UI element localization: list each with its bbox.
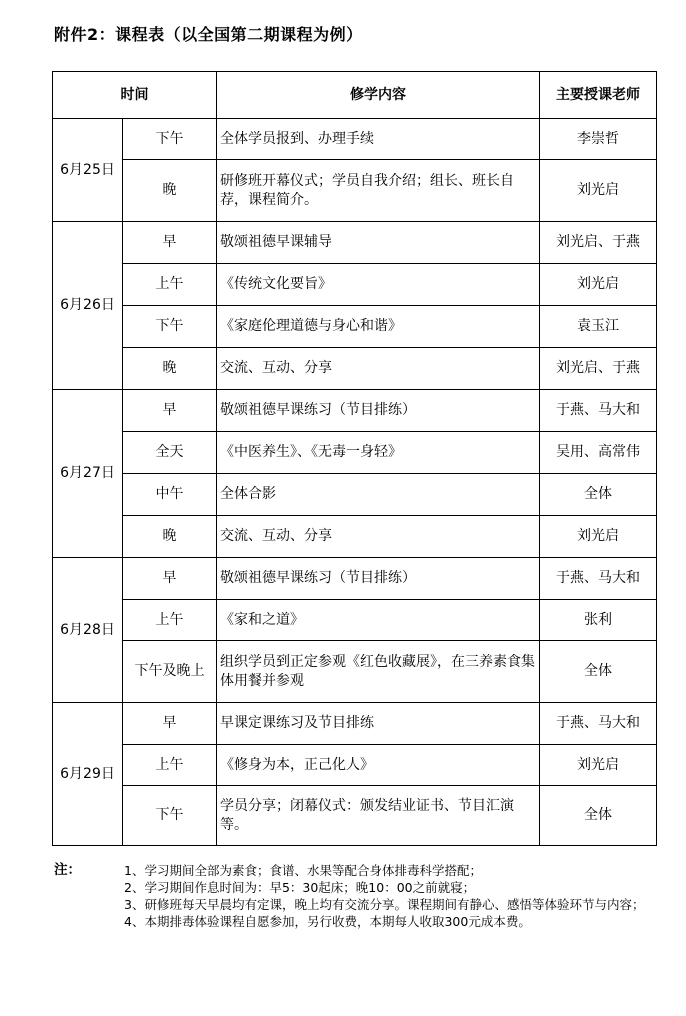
date-cell: 6月27日 bbox=[53, 390, 123, 558]
content-cell: 全体合影 bbox=[217, 474, 540, 516]
content-cell: 敬颂祖德早课辅导 bbox=[217, 222, 540, 264]
schedule-table bbox=[52, 71, 657, 846]
period-cell: 上午 bbox=[123, 600, 217, 641]
content-cell: 研修班开幕仪式；学员自我介绍；组长、班长自荐，课程简介。 bbox=[217, 160, 540, 222]
table-row bbox=[53, 390, 657, 432]
table-row bbox=[53, 600, 657, 641]
teacher-cell: 于燕、马大和 bbox=[540, 390, 657, 432]
header-time: 时间 bbox=[53, 72, 217, 119]
teacher-cell: 刘光启 bbox=[540, 264, 657, 306]
content-cell: 组织学员到正定参观《红色收藏展》，在三养素食集体用餐并参观 bbox=[217, 641, 540, 703]
teacher-cell: 袁玉江 bbox=[540, 306, 657, 348]
note-item: 2、学习期间作息时间为：早5：30起床；晚10：00之前就寝； bbox=[124, 880, 476, 895]
table-row bbox=[53, 348, 657, 390]
header-content: 修学内容 bbox=[217, 72, 540, 119]
date-cell: 6月25日 bbox=[53, 119, 123, 222]
page-title: 附件2：课程表（以全国第二期课程为例） bbox=[54, 25, 363, 44]
content-cell: 早课定课练习及节目排练 bbox=[217, 703, 540, 745]
teacher-cell: 全体 bbox=[540, 641, 657, 703]
teacher-cell: 刘光启、于燕 bbox=[540, 348, 657, 390]
period-cell: 早 bbox=[123, 390, 217, 432]
teacher-cell: 刘光启 bbox=[540, 516, 657, 558]
table-row bbox=[53, 641, 657, 703]
period-cell: 早 bbox=[123, 558, 217, 600]
teacher-cell: 全体 bbox=[540, 786, 657, 846]
table-row bbox=[53, 558, 657, 600]
period-cell: 早 bbox=[123, 703, 217, 745]
header-teacher: 主要授课老师 bbox=[540, 72, 657, 119]
table-row bbox=[53, 222, 657, 264]
notes-list bbox=[124, 862, 654, 930]
content-cell: 学员分享；闭幕仪式：颁发结业证书、节目汇演等。 bbox=[217, 786, 540, 846]
content-cell: 敬颂祖德早课练习（节目排练） bbox=[217, 558, 540, 600]
content-cell: 敬颂祖德早课练习（节目排练） bbox=[217, 390, 540, 432]
teacher-cell: 刘光启 bbox=[540, 160, 657, 222]
notes-label: 注： bbox=[54, 862, 81, 878]
teacher-cell: 刘光启 bbox=[540, 745, 657, 786]
period-cell: 下午及晚上 bbox=[123, 641, 217, 703]
content-cell: 《修身为本，正己化人》 bbox=[217, 745, 540, 786]
teacher-cell: 张利 bbox=[540, 600, 657, 641]
content-cell: 《家庭伦理道德与身心和谐》 bbox=[217, 306, 540, 348]
table-row bbox=[53, 119, 657, 160]
table-row bbox=[53, 264, 657, 306]
content-cell: 全体学员报到、办理手续 bbox=[217, 119, 540, 160]
period-cell: 下午 bbox=[123, 119, 217, 160]
period-cell: 上午 bbox=[123, 264, 217, 306]
teacher-cell: 吴用、高常伟 bbox=[540, 432, 657, 474]
table-row bbox=[53, 306, 657, 348]
date-cell: 6月26日 bbox=[53, 222, 123, 390]
note-item: 1、学习期间全部为素食；食谱、水果等配合身体排毒科学搭配； bbox=[124, 863, 482, 878]
content-cell: 《家和之道》 bbox=[217, 600, 540, 641]
header-row bbox=[53, 72, 657, 119]
period-cell: 早 bbox=[123, 222, 217, 264]
period-cell: 晚 bbox=[123, 160, 217, 222]
period-cell: 下午 bbox=[123, 306, 217, 348]
table-row bbox=[53, 432, 657, 474]
teacher-cell: 于燕、马大和 bbox=[540, 558, 657, 600]
date-cell: 6月28日 bbox=[53, 558, 123, 703]
table-row bbox=[53, 745, 657, 786]
period-cell: 下午 bbox=[123, 786, 217, 846]
table-row bbox=[53, 474, 657, 516]
content-cell: 《传统文化要旨》 bbox=[217, 264, 540, 306]
content-cell: 《中医养生》、《无毒一身轻》 bbox=[217, 432, 540, 474]
table-row bbox=[53, 516, 657, 558]
table-row bbox=[53, 160, 657, 222]
note-item: 4、本期排毒体验课程自愿参加，另行收费，本期每人收取300元成本费。 bbox=[124, 914, 531, 929]
date-cell: 6月29日 bbox=[53, 703, 123, 846]
teacher-cell: 刘光启、于燕 bbox=[540, 222, 657, 264]
teacher-cell: 全体 bbox=[540, 474, 657, 516]
period-cell: 晚 bbox=[123, 516, 217, 558]
table-row bbox=[53, 703, 657, 745]
teacher-cell: 李崇哲 bbox=[540, 119, 657, 160]
period-cell: 中午 bbox=[123, 474, 217, 516]
period-cell: 晚 bbox=[123, 348, 217, 390]
period-cell: 上午 bbox=[123, 745, 217, 786]
teacher-cell: 于燕、马大和 bbox=[540, 703, 657, 745]
content-cell: 交流、互动、分享 bbox=[217, 516, 540, 558]
content-cell: 交流、互动、分享 bbox=[217, 348, 540, 390]
note-item: 3、研修班每天早晨均有定课，晚上均有交流分享。课程期间有静心、感悟等体验环节与内容； bbox=[124, 897, 645, 912]
table-row bbox=[53, 786, 657, 846]
period-cell: 全天 bbox=[123, 432, 217, 474]
